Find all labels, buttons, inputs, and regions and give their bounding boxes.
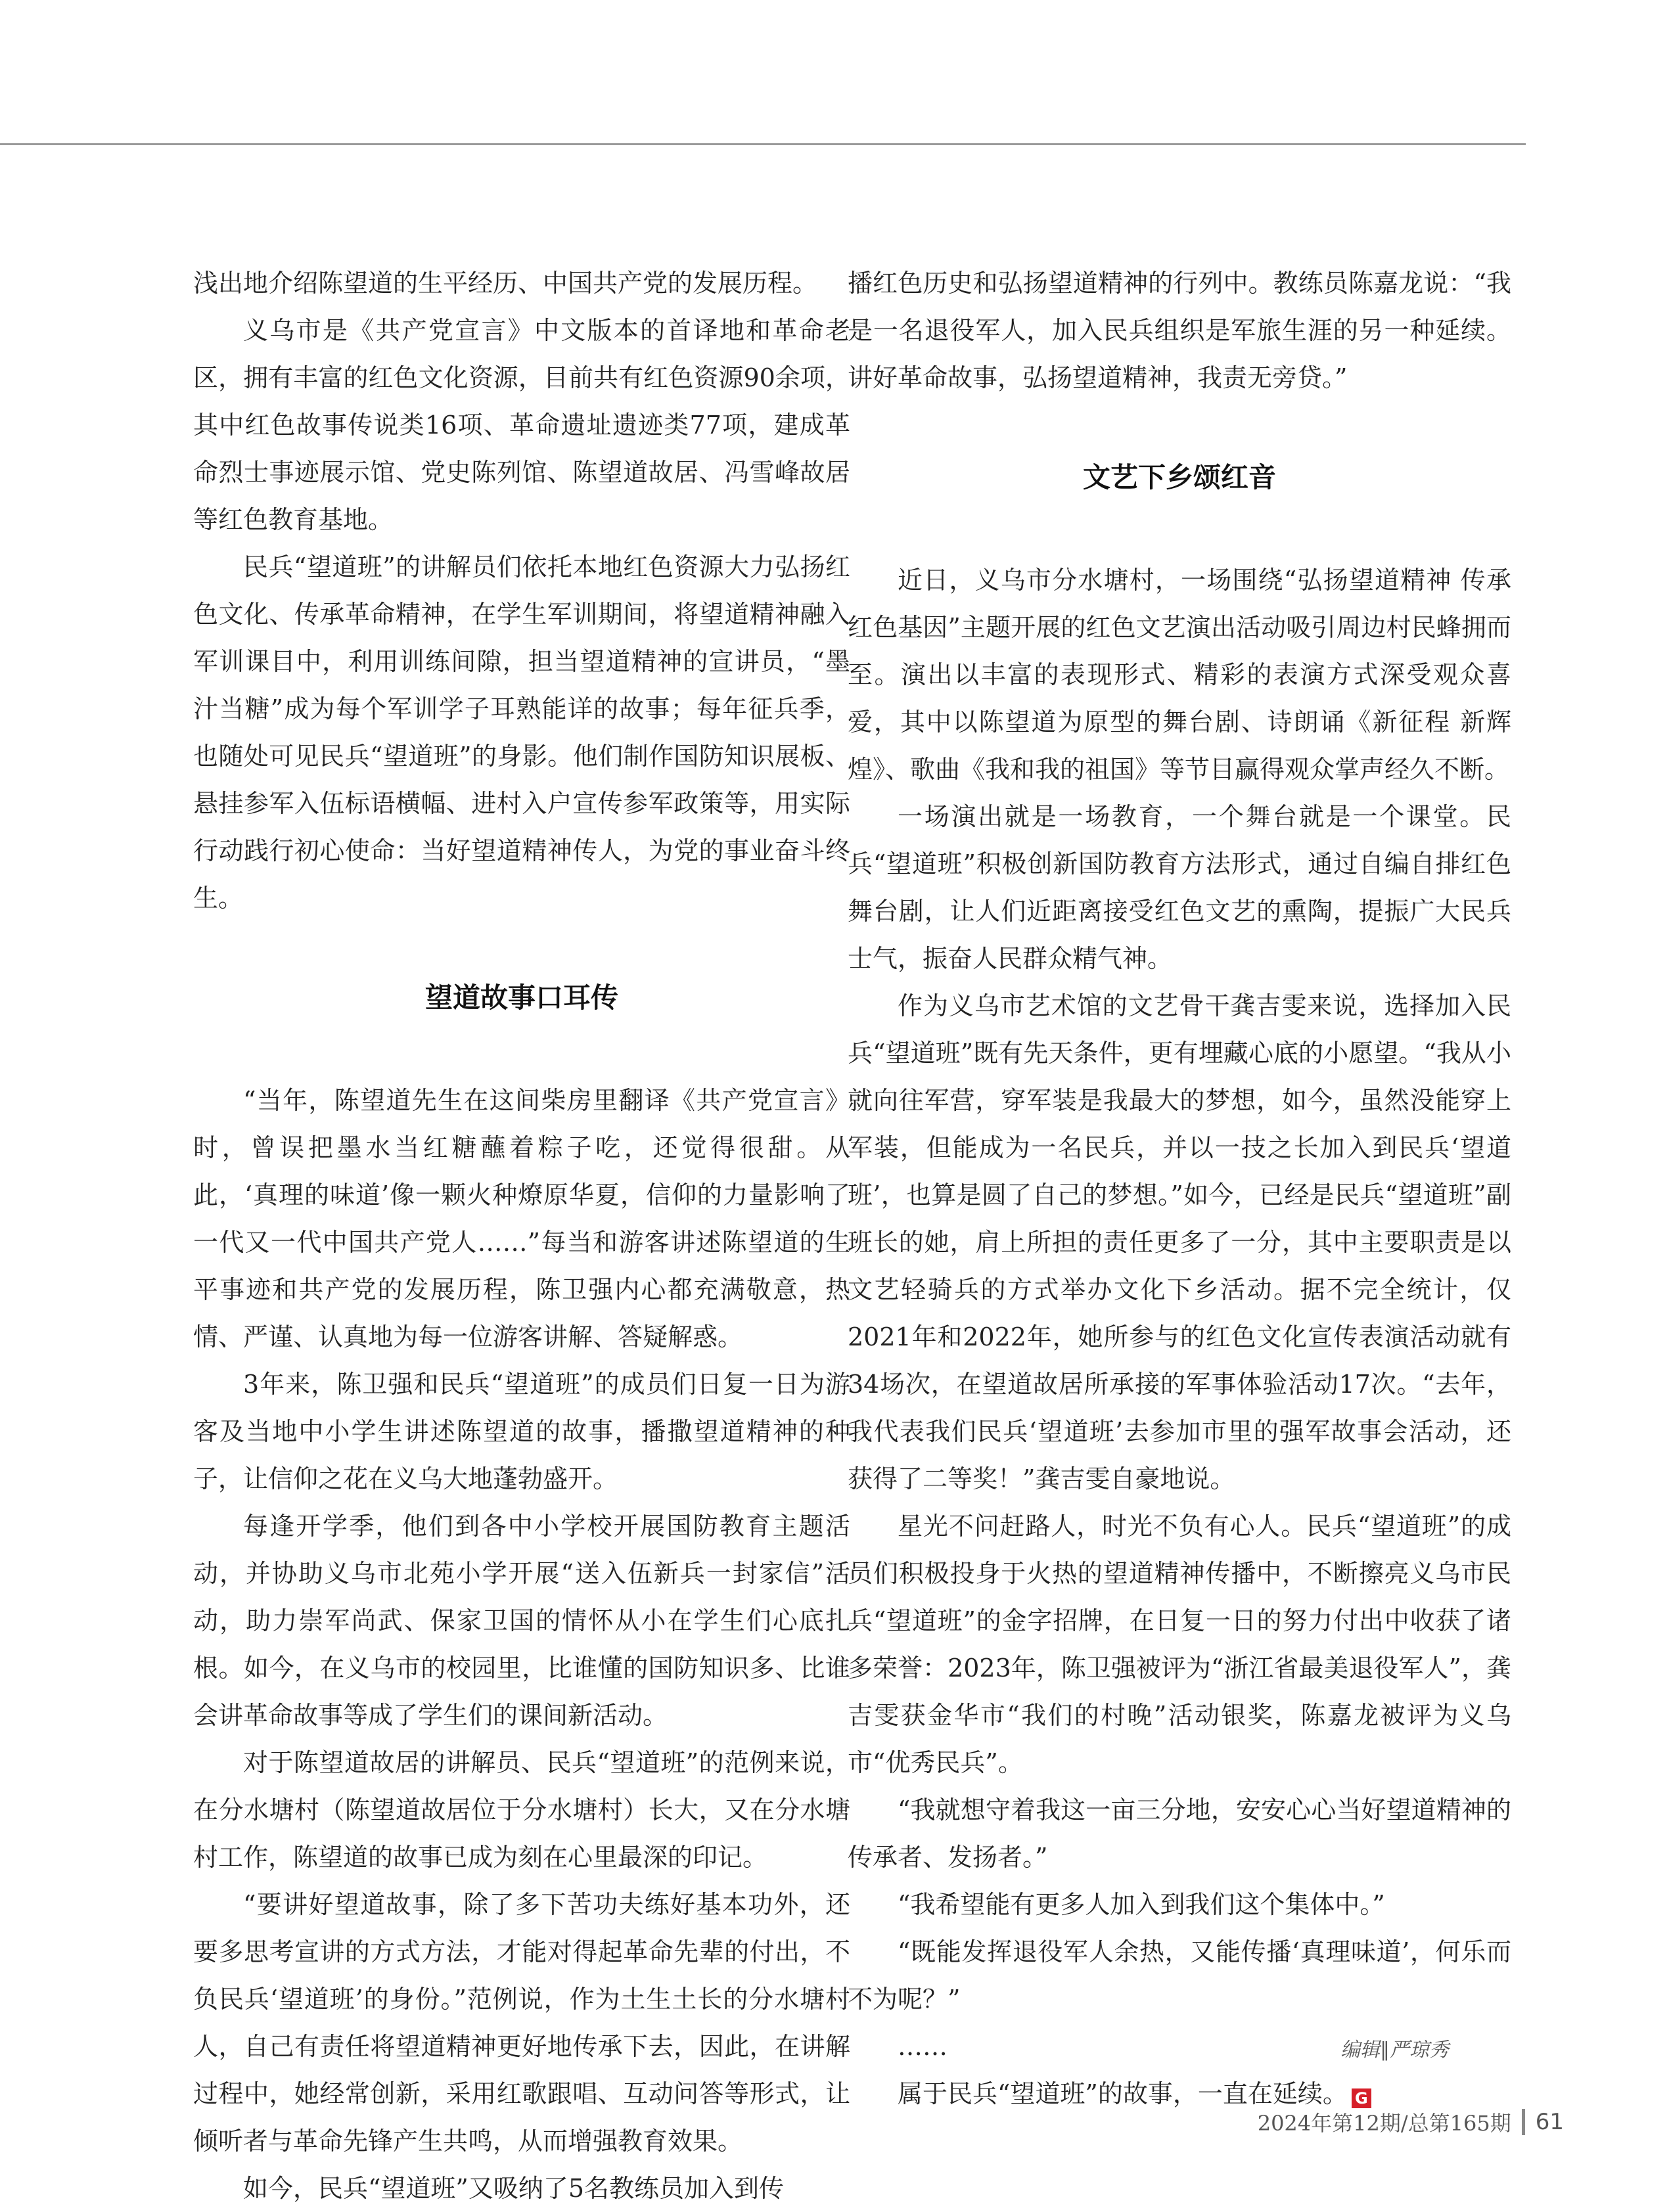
issue-info: 2024年第12期/总第165期 bbox=[1257, 2111, 1511, 2136]
paragraph: 播红色历史和弘扬望道精神的行列中。教练员陈嘉龙说：“我是一名退役军人，加入民兵组织是军旅生涯的另一种延续。讲好革命故事，弘扬望道精神，我责无旁贷。” bbox=[848, 269, 1511, 392]
section-heading: 文艺下乡颂红音 bbox=[1082, 461, 1276, 493]
paragraph: 星光不问赶路人，时光不负有心人。民兵“望道班”的成员们积极投身于火热的望道精神传播中，不断擦亮义乌市民兵“望道班”的金字招牌，在日复一日的努力付出中收获了诸多荣誉：2023年，陈卫强被评为“浙江省最美退役军人”，龚吉雯获金华市“我们的村晚”活动银奖，陈嘉龙被评为义乌市“优秀民兵”。 bbox=[848, 1512, 1511, 1777]
left-column bbox=[193, 260, 850, 2212]
paragraph: “我希望能有更多人加入到我们这个集体中。” bbox=[898, 1890, 1385, 1919]
editor-credit: 编辑∥严琼秀 bbox=[1340, 2039, 1449, 2062]
paragraph: “我就想守着我这一亩三分地，安安心心当好望道精神的传承者、发扬者。” bbox=[848, 1795, 1511, 1872]
page-footer bbox=[1209, 2106, 1564, 2138]
paragraph: 民兵“望道班”的讲解员们依托本地红色资源大力弘扬红色文化、传承革命精神，在学生军训期间，将望道精神融入军训课目中，利用训练间隙，担当望道精神的宣讲员，“墨汁当糖”成为每个军训学子耳熟能详的故事；每年征兵季，也随处可见民兵“望道班”的身影。他们制作国防知识展板、悬挂参军入伍标语横幅、进村入户宣传参军政策等，用实际行动践行初心使命：当好望道精神传人，为党的事业奋斗终生。 bbox=[193, 553, 850, 913]
paragraph: 对于陈望道故居的讲解员、民兵“望道班”的范例来说，在分水塘村（陈望道故居位于分水塘村）长大，又在分水塘村工作，陈望道的故事已成为刻在心里最深的印记。 bbox=[193, 1748, 850, 1872]
paragraph: “既能发挥退役军人余热，又能传播‘真理味道’，何乐而不为呢？” bbox=[848, 1937, 1511, 2014]
paragraph: 近日，义乌市分水塘村，一场围绕“弘扬望道精神 传承红色基因”主题开展的红色文艺演出活动吸引周边村民蜂拥而至。演出以丰富的表现形式、精彩的表演方式深受观众喜爱，其中以陈望道为原型的舞台剧、诗朗诵《新征程 新辉煌》、歌曲《我和我的祖国》等节目赢得观众掌声经久不断。 bbox=[848, 566, 1511, 784]
paragraph: “当年，陈望道先生在这间柴房里翻译《共产党宣言》时，曾误把墨水当红糖蘸着粽子吃，还觉得很甜。从此，‘真理的味道’像一颗火种燎原华夏，信仰的力量影响了一代又一代中国共产党人……”每当和游客讲述陈望道的生平事迹和共产党的发展历程，陈卫强内心都充满敬意，热情、严谨、认真地为每一位游客讲解、答疑解惑。 bbox=[193, 1086, 850, 1351]
paragraph: 作为义乌市艺术馆的文艺骨干龚吉雯来说，选择加入民兵“望道班”既有先天条件，更有埋藏心底的小愿望。“我从小就向往军营，穿军装是我最大的梦想，如今，虽然没能穿上军装，但能成为一名民兵，并以一技之长加入到民兵‘望道班’，也算是圆了自己的梦想。”如今，已经是民兵“望道班”副班长的她，肩上所担的责任更多了一分，其中主要职责是以文艺轻骑兵的方式举办文化下乡活动。据不完全统计，仅2021年和2022年，她所参与的红色文化宣传表演活动就有34场次，在望道故居所承接的军事体验活动17次。“去年，我代表我们民兵‘望道班’去参加市里的强军故事会活动，还获得了二等奖！”龚吉雯自豪地说。 bbox=[848, 991, 1511, 1493]
paragraph: 每逢开学季，他们到各中小学校开展国防教育主题活动，并协助义乌市北苑小学开展“送入伍新兵一封家信”活动，助力崇军尚武、保家卫国的情怀从小在学生们心底扎根。如今，在义乌市的校园里，比谁懂的国防知识多、比谁会讲革命故事等成了学生们的课间新活动。 bbox=[193, 1512, 850, 1730]
right-column bbox=[848, 260, 1511, 2117]
paragraph: “要讲好望道故事，除了多下苦功夫练好基本功外，还要多思考宣讲的方式方法，才能对得起革命先辈的付出，不负民兵‘望道班’的身份。”范例说，作为土生土长的分水塘村人，自己有责任将望道精神更好地传承下去，因此，在讲解过程中，她经常创新，采用红歌跟唱、互动问答等形式，让倾听者与革命先锋产生共鸣，从而增强教育效果。 bbox=[193, 1890, 850, 2156]
paragraph: 3年来，陈卫强和民兵“望道班”的成员们日复一日为游客及当地中小学生讲述陈望道的故事，播撒望道精神的种子，让信仰之花在义乌大地蓬勃盛开。 bbox=[193, 1370, 850, 1493]
section-heading: 望道故事口耳传 bbox=[424, 982, 618, 1014]
footer-divider bbox=[1522, 2109, 1525, 2135]
page-number: 61 bbox=[1535, 2109, 1564, 2135]
paragraph: 一场演出就是一场教育，一个舞台就是一个课堂。民兵“望道班”积极创新国防教育方法形式，通过自编自排红色舞台剧，让人们近距离接受红色文艺的熏陶，提振广大民兵士气，振奋人民群众精气神。 bbox=[848, 802, 1511, 973]
top-rule bbox=[0, 143, 1526, 145]
closing-text: 属于民兵“望道班”的故事，一直在延续。 bbox=[898, 2079, 1348, 2108]
paragraph: …… bbox=[898, 2032, 948, 2061]
end-mark-icon: G bbox=[1352, 2088, 1371, 2108]
paragraph: 浅出地介绍陈望道的生平经历、中国共产党的发展历程。 bbox=[193, 269, 818, 298]
paragraph: 义乌市是《共产党宣言》中文版本的首译地和革命老区，拥有丰富的红色文化资源，目前共有红色资源90余项，其中红色故事传说类16项、革命遗址遗迹类77项，建成革命烈士事迹展示馆、党史陈列馆、陈望道故居、冯雪峰故居等红色教育基地。 bbox=[193, 316, 850, 534]
paragraph: 如今，民兵“望道班”又吸纳了5名教练员加入到传 bbox=[243, 2174, 785, 2203]
